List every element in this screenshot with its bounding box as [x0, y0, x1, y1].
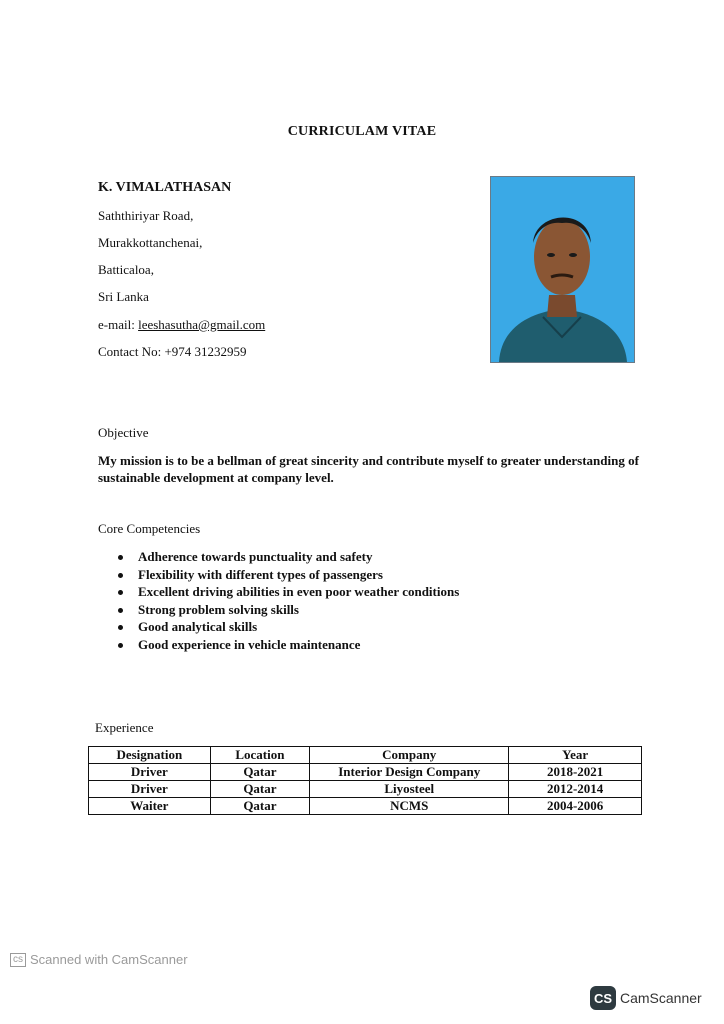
list-item: Flexibility with different types of passengers: [118, 566, 459, 584]
cell-location: Qatar: [210, 798, 310, 815]
profile-photo: [490, 176, 635, 363]
email-row: [98, 317, 265, 333]
email-link[interactable]: leeshasutha@gmail.com: [138, 317, 266, 332]
table-header-row: [89, 747, 642, 764]
portrait-image: [491, 177, 634, 362]
cell-company: Interior Design Company: [310, 764, 509, 781]
list-item: Good experience in vehicle maintenance: [118, 636, 459, 654]
contact-row: [98, 344, 247, 360]
objective-heading: Objective: [98, 425, 149, 440]
camscanner-logo: [590, 986, 702, 1010]
document-title: CURRICULAM VITAE: [287, 124, 437, 139]
competencies-heading: Core Competencies: [98, 521, 201, 536]
list-item: Strong problem solving skills: [118, 601, 459, 619]
address-line-3: Batticaloa,: [98, 262, 154, 277]
cell-designation: Driver: [89, 764, 211, 781]
header-company: Company: [310, 747, 509, 764]
cs-small-icon: cs: [10, 953, 26, 967]
address-line-1: Saththiriyar Road,: [98, 208, 194, 223]
table-row: [89, 781, 642, 798]
competencies-list: [118, 548, 459, 654]
table-row: [89, 798, 642, 815]
list-item: Adherence towards punctuality and safety: [118, 548, 459, 566]
camscanner-icon: CS: [590, 986, 616, 1010]
cell-designation: Driver: [89, 781, 211, 798]
cell-year: 2012-2014: [509, 781, 642, 798]
experience-table: [88, 746, 642, 815]
cell-location: Qatar: [210, 781, 310, 798]
scanned-watermark: [10, 952, 188, 967]
email-label: e-mail:: [98, 317, 135, 332]
table-row: [89, 764, 642, 781]
address-line-4: Sri Lanka: [98, 289, 149, 304]
list-item: Excellent driving abilities in even poor weather conditions: [118, 583, 459, 601]
experience-heading: Experience: [95, 720, 154, 735]
contact-label: Contact No:: [98, 344, 162, 359]
contact-value: +974 31232959: [164, 344, 247, 359]
cell-company: Liyosteel: [310, 781, 509, 798]
candidate-name: K. VIMALATHASAN: [98, 180, 232, 195]
objective-text: My mission is to be a bellman of great sincerity and contribute myself to greater understanding of sustainable development at company level.: [98, 453, 639, 485]
header-designation: Designation: [89, 747, 211, 764]
camscanner-text: CamScanner: [620, 990, 702, 1006]
address-line-2: Murakkottanchenai,: [98, 235, 203, 250]
cell-company: NCMS: [310, 798, 509, 815]
header-location: Location: [210, 747, 310, 764]
cell-year: 2018-2021: [509, 764, 642, 781]
cell-location: Qatar: [210, 764, 310, 781]
header-year: Year: [509, 747, 642, 764]
cell-designation: Waiter: [89, 798, 211, 815]
scanned-text: Scanned with CamScanner: [30, 952, 188, 967]
cell-year: 2004-2006: [509, 798, 642, 815]
list-item: Good analytical skills: [118, 618, 459, 636]
